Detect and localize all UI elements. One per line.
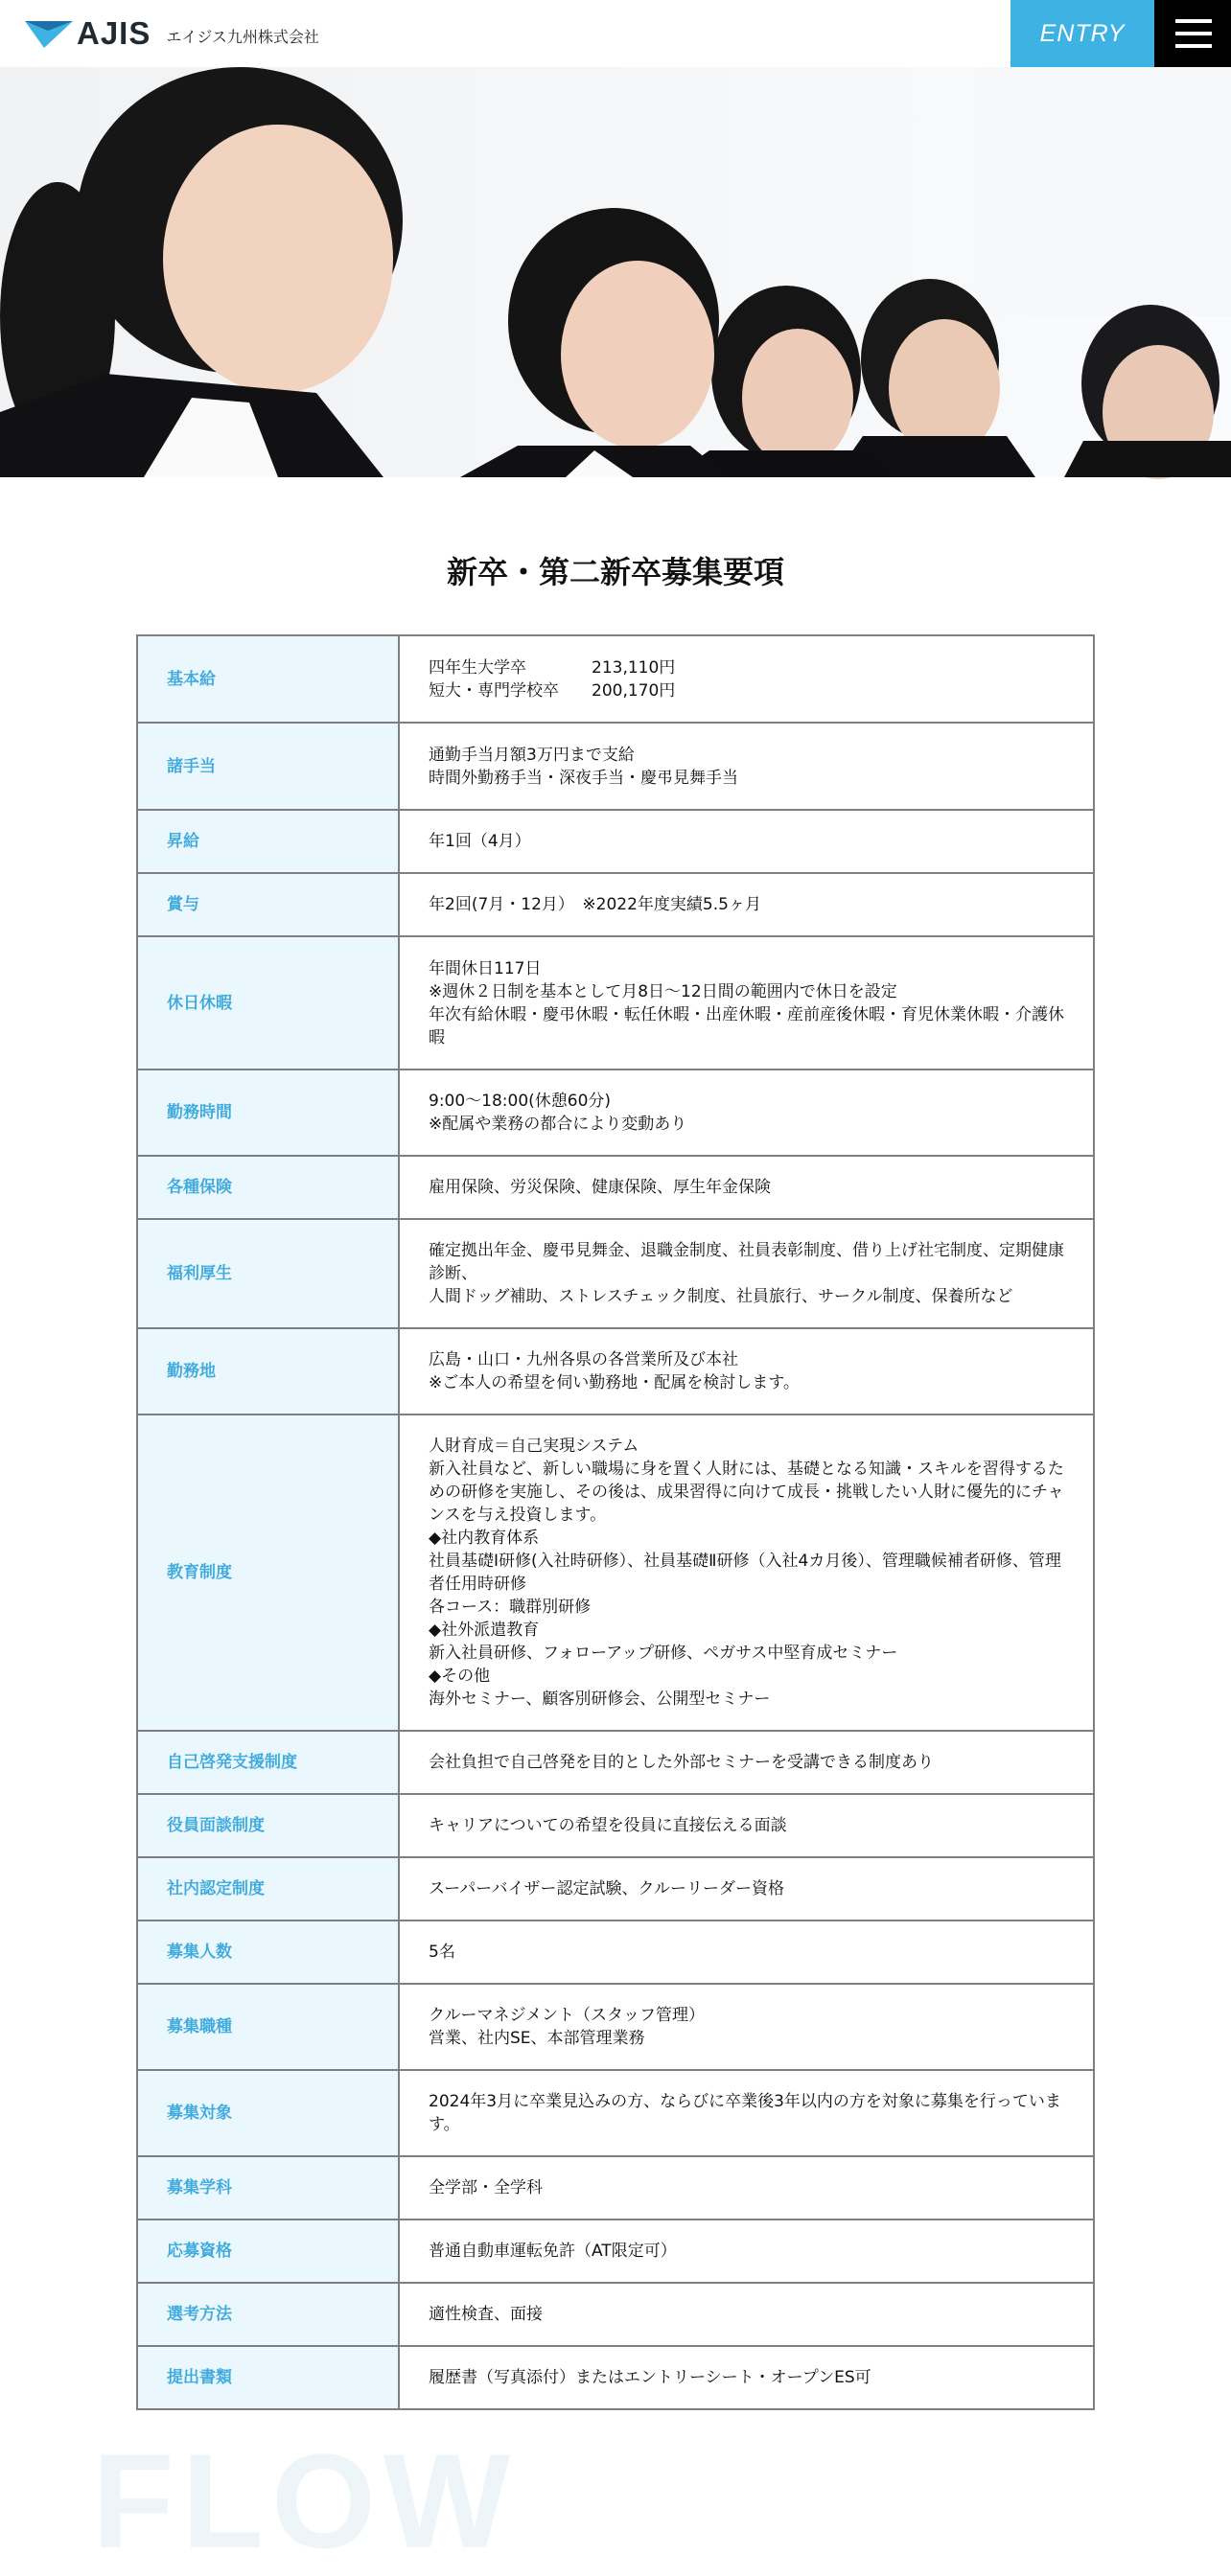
menu-line-icon — [1175, 32, 1212, 35]
row-label: 自己啓発支援制度 — [137, 1731, 399, 1794]
section-background-heading: FLOW — [92, 2426, 519, 2576]
table-row — [137, 810, 1094, 873]
table-row — [137, 2346, 1094, 2409]
table-row — [137, 2220, 1094, 2283]
menu-line-icon — [1175, 44, 1212, 48]
row-value: 雇用保険、労災保険、健康保険、厚生年金保険 — [399, 1156, 1094, 1219]
row-value: 四年生大学卒 213,110円 短大・専門学校卒 200,170円 — [399, 635, 1094, 723]
table-row — [137, 1414, 1094, 1731]
row-value: 全学部・全学科 — [399, 2156, 1094, 2220]
row-value: 年1回（4月） — [399, 810, 1094, 873]
table-row — [137, 2070, 1094, 2156]
row-label: 勤務時間 — [137, 1070, 399, 1156]
entry-button[interactable]: ENTRY — [1010, 0, 1154, 67]
table-row — [137, 2283, 1094, 2346]
row-value: キャリアについての希望を役員に直接伝える面談 — [399, 1794, 1094, 1857]
row-label: 社内認定制度 — [137, 1857, 399, 1920]
table-row — [137, 1731, 1094, 1794]
site-header — [0, 0, 1231, 67]
row-value: 人財育成＝自己実現システム 新入社員など、新しい職場に身を置く人財には、基礎となる知識・スキルを習得するための研修を実施し、その後は、成果習得に向けて成長・挑戦したい人財に優先的にチャンスを与え投資します。 ◆社内教育体系 社員基礎Ⅰ研修(入社時研修）、社員基礎Ⅱ研修（入社4カ月後）、管理職候補者研修、管理者任用時研修 各コース：職群別研修 ◆社外派遣教育 新入社員研修、フォローアップ研修、ペガサス中堅育成セミナー ◆その他 海外セミナー、顧客別研修会、公開型セミナー — [399, 1414, 1094, 1731]
row-value: 年2回(7月・12月） ※2022年度実績5.5ヶ月 — [399, 873, 1094, 936]
table-row — [137, 873, 1094, 936]
table-row — [137, 1857, 1094, 1920]
row-value: 9:00～18:00(休憩60分) ※配属や業務の都合により変動あり — [399, 1070, 1094, 1156]
row-label: 役員面談制度 — [137, 1794, 399, 1857]
row-label: 諸手当 — [137, 723, 399, 810]
logo-text: AJIS — [77, 15, 151, 51]
row-label: 募集対象 — [137, 2070, 399, 2156]
table-row — [137, 1984, 1094, 2070]
table-row — [137, 1328, 1094, 1414]
row-label: 昇給 — [137, 810, 399, 873]
hamburger-menu-button[interactable] — [1154, 0, 1231, 67]
row-label: 募集職種 — [137, 1984, 399, 2070]
row-label: 選考方法 — [137, 2283, 399, 2346]
table-row — [137, 1156, 1094, 1219]
row-label: 各種保険 — [137, 1156, 399, 1219]
row-label: 募集学科 — [137, 2156, 399, 2220]
table-row — [137, 1920, 1094, 1984]
row-label: 応募資格 — [137, 2220, 399, 2283]
row-value: 会社負担で自己啓発を目的とした外部セミナーを受講できる制度あり — [399, 1731, 1094, 1794]
hero-photo — [0, 67, 1231, 477]
row-value: 普通自動車運転免許（AT限定可） — [399, 2220, 1094, 2283]
row-label: 休日休暇 — [137, 936, 399, 1070]
table-row — [137, 1219, 1094, 1328]
row-value: 5名 — [399, 1920, 1094, 1984]
site-logo[interactable] — [25, 15, 319, 52]
row-value: 2024年3月に卒業見込みの方、ならびに卒業後3年以内の方を対象に募集を行っています。 — [399, 2070, 1094, 2156]
table-row — [137, 1794, 1094, 1857]
row-value: 年間休日117日 ※週休２日制を基本として月8日～12日間の範囲内で休日を設定 年次有給休暇・慶弔休暇・転任休暇・出産休暇・産前産後休暇・育児休業休暇・介護休暇 — [399, 936, 1094, 1070]
row-value: 適性検査、面接 — [399, 2283, 1094, 2346]
row-label: 基本給 — [137, 635, 399, 723]
row-label: 募集人数 — [137, 1920, 399, 1984]
recruitment-requirements-table — [136, 634, 1095, 2410]
row-label: 教育制度 — [137, 1414, 399, 1731]
table-row — [137, 1070, 1094, 1156]
menu-line-icon — [1175, 19, 1212, 23]
row-label: 勤務地 — [137, 1328, 399, 1414]
row-value: スーパーバイザー認定試験、クルーリーダー資格 — [399, 1857, 1094, 1920]
group-of-new-graduates-photo — [0, 67, 1231, 477]
page-title: 新卒・第二新卒募集要項 — [446, 554, 784, 590]
row-label: 提出書類 — [137, 2346, 399, 2409]
row-value: 通勤手当月額3万円まで支給 時間外勤務手当・深夜手当・慶弔見舞手当 — [399, 723, 1094, 810]
row-label: 賞与 — [137, 873, 399, 936]
table-row — [137, 936, 1094, 1070]
table-row — [137, 635, 1094, 723]
company-name: エイジス九州株式会社 — [166, 27, 319, 46]
row-value: 確定拠出年金、慶弔見舞金、退職金制度、社員表彰制度、借り上げ社宅制度、定期健康診断、 人間ドッグ補助、ストレスチェック制度、社員旅行、サークル制度、保養所など — [399, 1219, 1094, 1328]
row-label: 福利厚生 — [137, 1219, 399, 1328]
table-row — [137, 723, 1094, 810]
row-value: 履歴書（写真添付）またはエントリーシート・オープンES可 — [399, 2346, 1094, 2409]
logo-bird-icon — [25, 17, 75, 50]
table-row — [137, 2156, 1094, 2220]
row-value: クルーマネジメント（スタッフ管理） 営業、社内SE、本部管理業務 — [399, 1984, 1094, 2070]
row-value: 広島・山口・九州各県の各営業所及び本社 ※ご本人の希望を伺い勤務地・配属を検討します。 — [399, 1328, 1094, 1414]
